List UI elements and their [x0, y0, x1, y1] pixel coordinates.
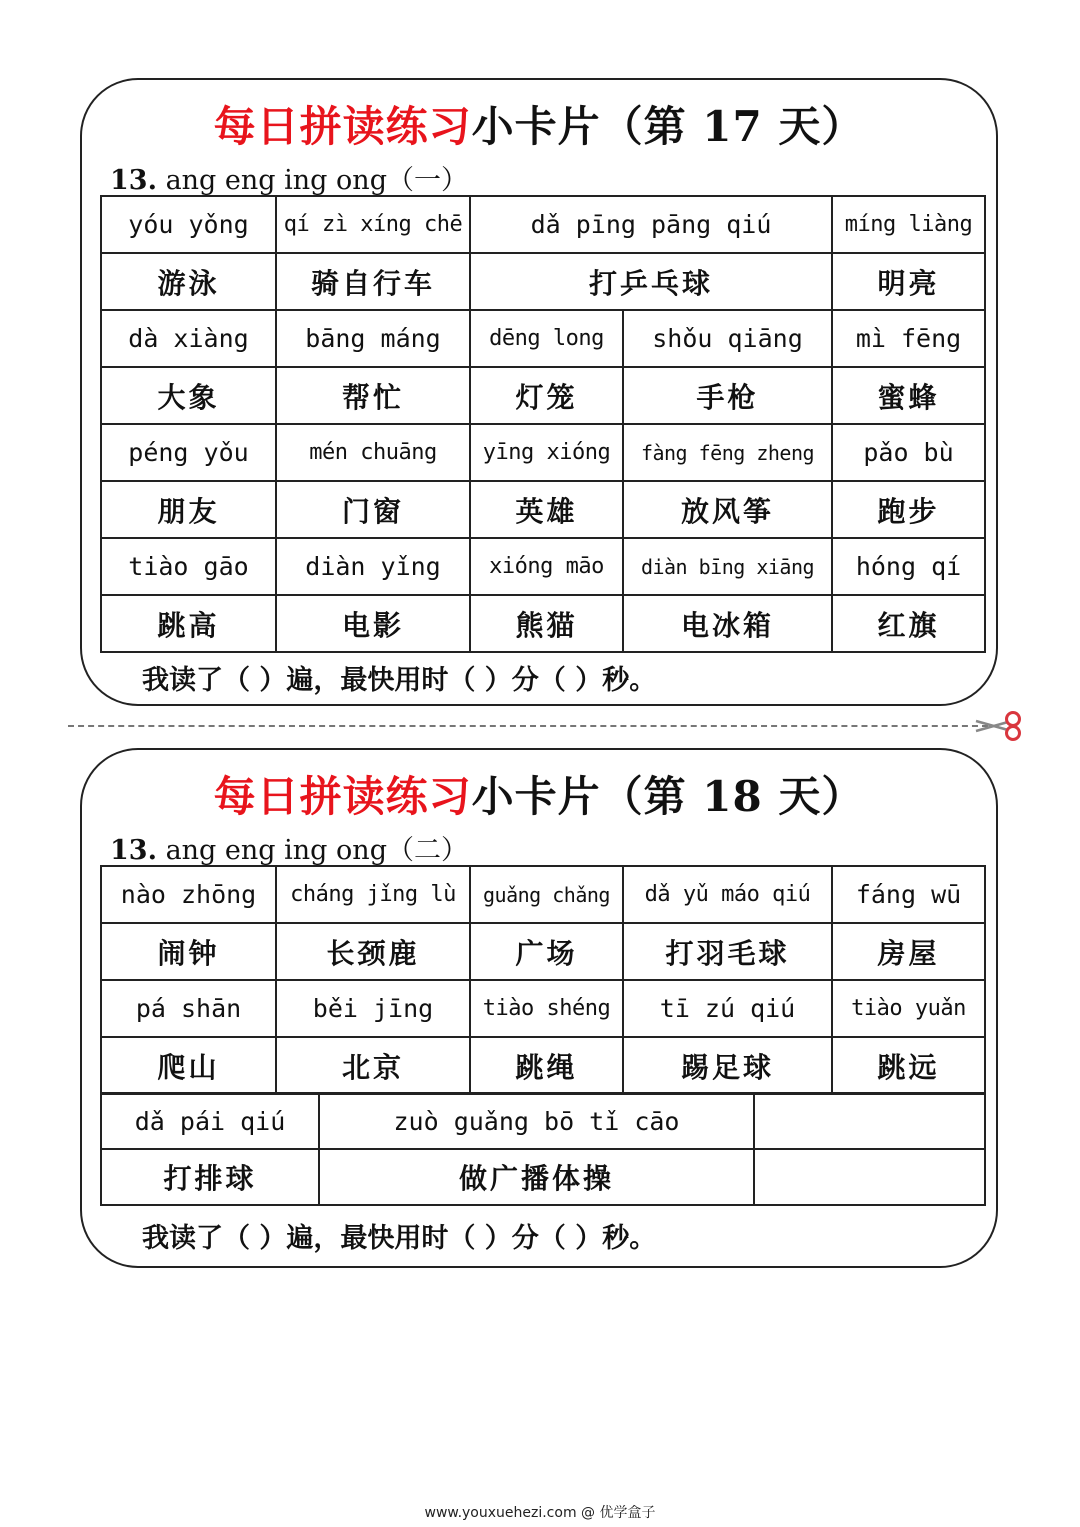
hanzi-cell: 骑自行车	[276, 253, 470, 310]
pinyin-cell: bāng máng	[276, 310, 470, 367]
card-day-18	[80, 748, 998, 1268]
pinyin-cell: diàn bīng xiāng	[623, 538, 832, 595]
hanzi-cell: 长颈鹿	[276, 923, 470, 980]
hanzi-cell: 踢足球	[623, 1037, 832, 1094]
pinyin-cell: fàng fēng zheng	[623, 424, 832, 481]
pinyin-cell: tiào shéng	[470, 980, 623, 1037]
hanzi-cell: 门窗	[276, 481, 470, 538]
pinyin-cell: mì fēng	[832, 310, 985, 367]
scissors-icon	[974, 708, 1024, 744]
empty-cell	[754, 1093, 985, 1149]
pinyin-cell: mén chuāng	[276, 424, 470, 481]
pinyin-cell: hóng qí	[832, 538, 985, 595]
day-label: 第 18 天	[643, 772, 822, 821]
pinyin-cell: nào zhōng	[101, 866, 276, 923]
card-title: 每日拼读练习小卡片（第 17 天）	[213, 102, 865, 151]
hanzi-cell: 爬山	[101, 1037, 276, 1094]
empty-cell	[754, 1149, 985, 1205]
pinyin-cell: pá shān	[101, 980, 276, 1037]
hanzi-cell: 房屋	[832, 923, 985, 980]
hanzi-cell: 打羽毛球	[623, 923, 832, 980]
hanzi-cell: 电冰箱	[623, 595, 832, 652]
hanzi-cell: 朋友	[101, 481, 276, 538]
hanzi-cell: 跳绳	[470, 1037, 623, 1094]
hanzi-cell: 放风筝	[623, 481, 832, 538]
hanzi-cell: 蜜蜂	[832, 367, 985, 424]
pinyin-table-extra	[100, 1092, 986, 1206]
hanzi-cell: 做广播体操	[319, 1149, 754, 1205]
pinyin-cell: tiào yuǎn	[832, 980, 985, 1037]
hanzi-cell: 打排球	[101, 1149, 319, 1205]
pinyin-table	[100, 865, 986, 1095]
pinyin-cell: pǎo bù	[832, 424, 985, 481]
reading-record-line: 我读了（ ）遍，最快用时（ ）分（ ）秒。	[142, 1223, 657, 1254]
pinyin-cell: xióng māo	[470, 538, 623, 595]
hanzi-cell: 电影	[276, 595, 470, 652]
hanzi-cell: 熊猫	[470, 595, 623, 652]
pinyin-cell: tī zú qiú	[623, 980, 832, 1037]
pinyin-table	[100, 195, 986, 653]
hanzi-cell: 闹钟	[101, 923, 276, 980]
pinyin-cell: dǎ yǔ máo qiú	[623, 866, 832, 923]
pinyin-cell: guǎng chǎng	[470, 866, 623, 923]
pinyin-cell: yīng xióng	[470, 424, 623, 481]
pinyin-cell: qí zì xíng chē	[276, 196, 470, 253]
hanzi-cell: 英雄	[470, 481, 623, 538]
hanzi-cell: 广场	[470, 923, 623, 980]
card-day-17	[80, 78, 998, 706]
hanzi-cell: 打乒乓球	[470, 253, 832, 310]
hanzi-cell: 跑步	[832, 481, 985, 538]
pinyin-cell: tiào gāo	[101, 538, 276, 595]
hanzi-cell: 跳远	[832, 1037, 985, 1094]
pinyin-cell: cháng jǐng lù	[276, 866, 470, 923]
lesson-subtitle: 13. ang eng ing ong（一）	[110, 165, 468, 196]
lesson-subtitle: 13. ang eng ing ong（二）	[110, 835, 468, 866]
hanzi-cell: 红旗	[832, 595, 985, 652]
pinyin-cell: fáng wū	[832, 866, 985, 923]
pinyin-cell: dǎ pái qiú	[101, 1093, 319, 1149]
pinyin-cell: dǎ pīng pāng qiú	[470, 196, 832, 253]
hanzi-cell: 大象	[101, 367, 276, 424]
hanzi-cell: 跳高	[101, 595, 276, 652]
pinyin-cell: diàn yǐng	[276, 538, 470, 595]
pinyin-cell: péng yǒu	[101, 424, 276, 481]
pinyin-cell: yóu yǒng	[101, 196, 276, 253]
pinyin-cell: míng liàng	[832, 196, 985, 253]
website-watermark: www.youxuehezi.com @ 优学盒子	[424, 1505, 656, 1521]
pinyin-cell: dà xiàng	[101, 310, 276, 367]
pinyin-cell: shǒu qiāng	[623, 310, 832, 367]
reading-record-line: 我读了（ ）遍，最快用时（ ）分（ ）秒。	[142, 665, 657, 696]
hanzi-cell: 手枪	[623, 367, 832, 424]
pinyin-cell: zuò guǎng bō tǐ cāo	[319, 1093, 754, 1149]
hanzi-cell: 帮忙	[276, 367, 470, 424]
cut-line	[68, 725, 988, 727]
day-label: 第 17 天	[643, 102, 822, 151]
pinyin-cell: dēng long	[470, 310, 623, 367]
card-title: 每日拼读练习小卡片（第 18 天）	[213, 772, 865, 821]
hanzi-cell: 明亮	[832, 253, 985, 310]
hanzi-cell: 灯笼	[470, 367, 623, 424]
pinyin-cell: běi jīng	[276, 980, 470, 1037]
hanzi-cell: 北京	[276, 1037, 470, 1094]
hanzi-cell: 游泳	[101, 253, 276, 310]
